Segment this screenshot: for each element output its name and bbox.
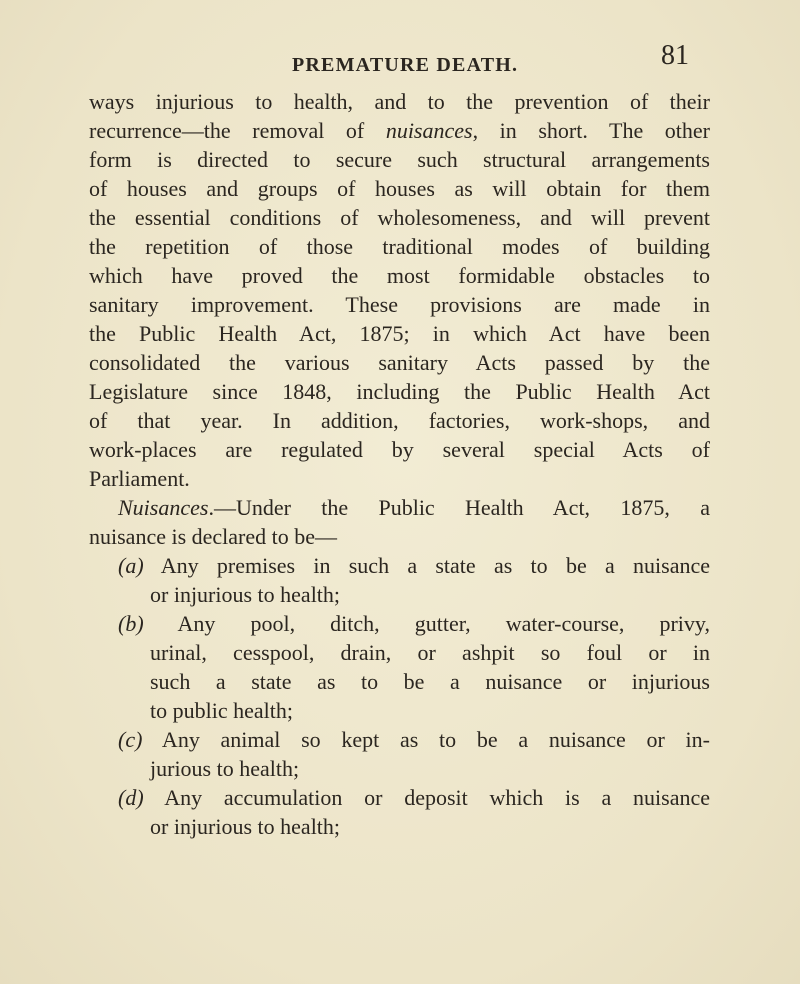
text-line: the Public Health Act, 1875; in which Act have been <box>89 321 710 346</box>
text-run: , in short. The other <box>472 118 710 143</box>
text-line: urinal, cesspool, drain, or ashpit so foul or in <box>150 640 710 665</box>
text-run: Any accumulation or deposit which is a nuisance <box>143 785 710 810</box>
text-line: jurious to health; <box>150 756 300 781</box>
section-heading-line <box>118 493 710 522</box>
list-marker: (d) <box>118 785 144 810</box>
text-line: Legislature since 1848, including the Public Health Act <box>89 379 710 404</box>
text-line: the repetition of those traditional modes of building <box>89 234 710 259</box>
list-item-c <box>118 725 710 754</box>
italic-heading-nuisances: Nuisances <box>118 495 209 520</box>
text-line: work-places are regulated by several special Acts of <box>89 437 710 462</box>
text-run: Any premises in such a state as to be a nuisance <box>143 553 710 578</box>
list-item-b <box>118 609 710 638</box>
text-run: Any pool, ditch, gutter, water-course, privy, <box>143 611 710 636</box>
list-marker: (c) <box>118 727 143 752</box>
text-line: of that year. In addition, factories, work-shops, and <box>89 408 710 433</box>
text-line <box>89 116 710 145</box>
text-line: or injurious to health; <box>150 582 341 607</box>
list-item-a <box>118 551 710 580</box>
list-item-d <box>118 783 710 812</box>
text-line: form is directed to secure such structural arrangements <box>89 147 710 172</box>
text-line: Parliament. <box>89 466 190 491</box>
text-line: sanitary improvement. These provisions are made in <box>89 292 710 317</box>
text-line: which have proved the most formidable obstacles to <box>89 263 710 288</box>
running-head <box>0 38 800 78</box>
text-line: nuisance is declared to be— <box>89 524 338 549</box>
italic-term-nuisances: nuisances <box>385 118 473 143</box>
text-run: Any animal so kept as to be a nuisance or in- <box>142 727 710 752</box>
text-line: ways injurious to health, and to the prevention of their <box>89 89 710 114</box>
text-line: such a state as to be a nuisance or injurious <box>150 669 710 694</box>
text-line: of houses and groups of houses as will obtain for them <box>89 176 710 201</box>
text-line: or injurious to health; <box>150 814 341 839</box>
text-line: the essential conditions of wholesomeness, and will prevent <box>89 205 710 230</box>
text-line: to public health; <box>150 698 293 723</box>
list-marker: (a) <box>118 553 144 578</box>
text-run: .—Under the Public Health Act, 1875, a <box>208 495 710 520</box>
text-line: consolidated the various sanitary Acts passed by the <box>89 350 710 375</box>
page-number: 81 <box>661 40 689 71</box>
text-run: recurrence—the removal of <box>89 118 365 143</box>
list-marker: (b) <box>118 611 144 636</box>
running-title: PREMATURE DEATH. <box>292 54 519 76</box>
